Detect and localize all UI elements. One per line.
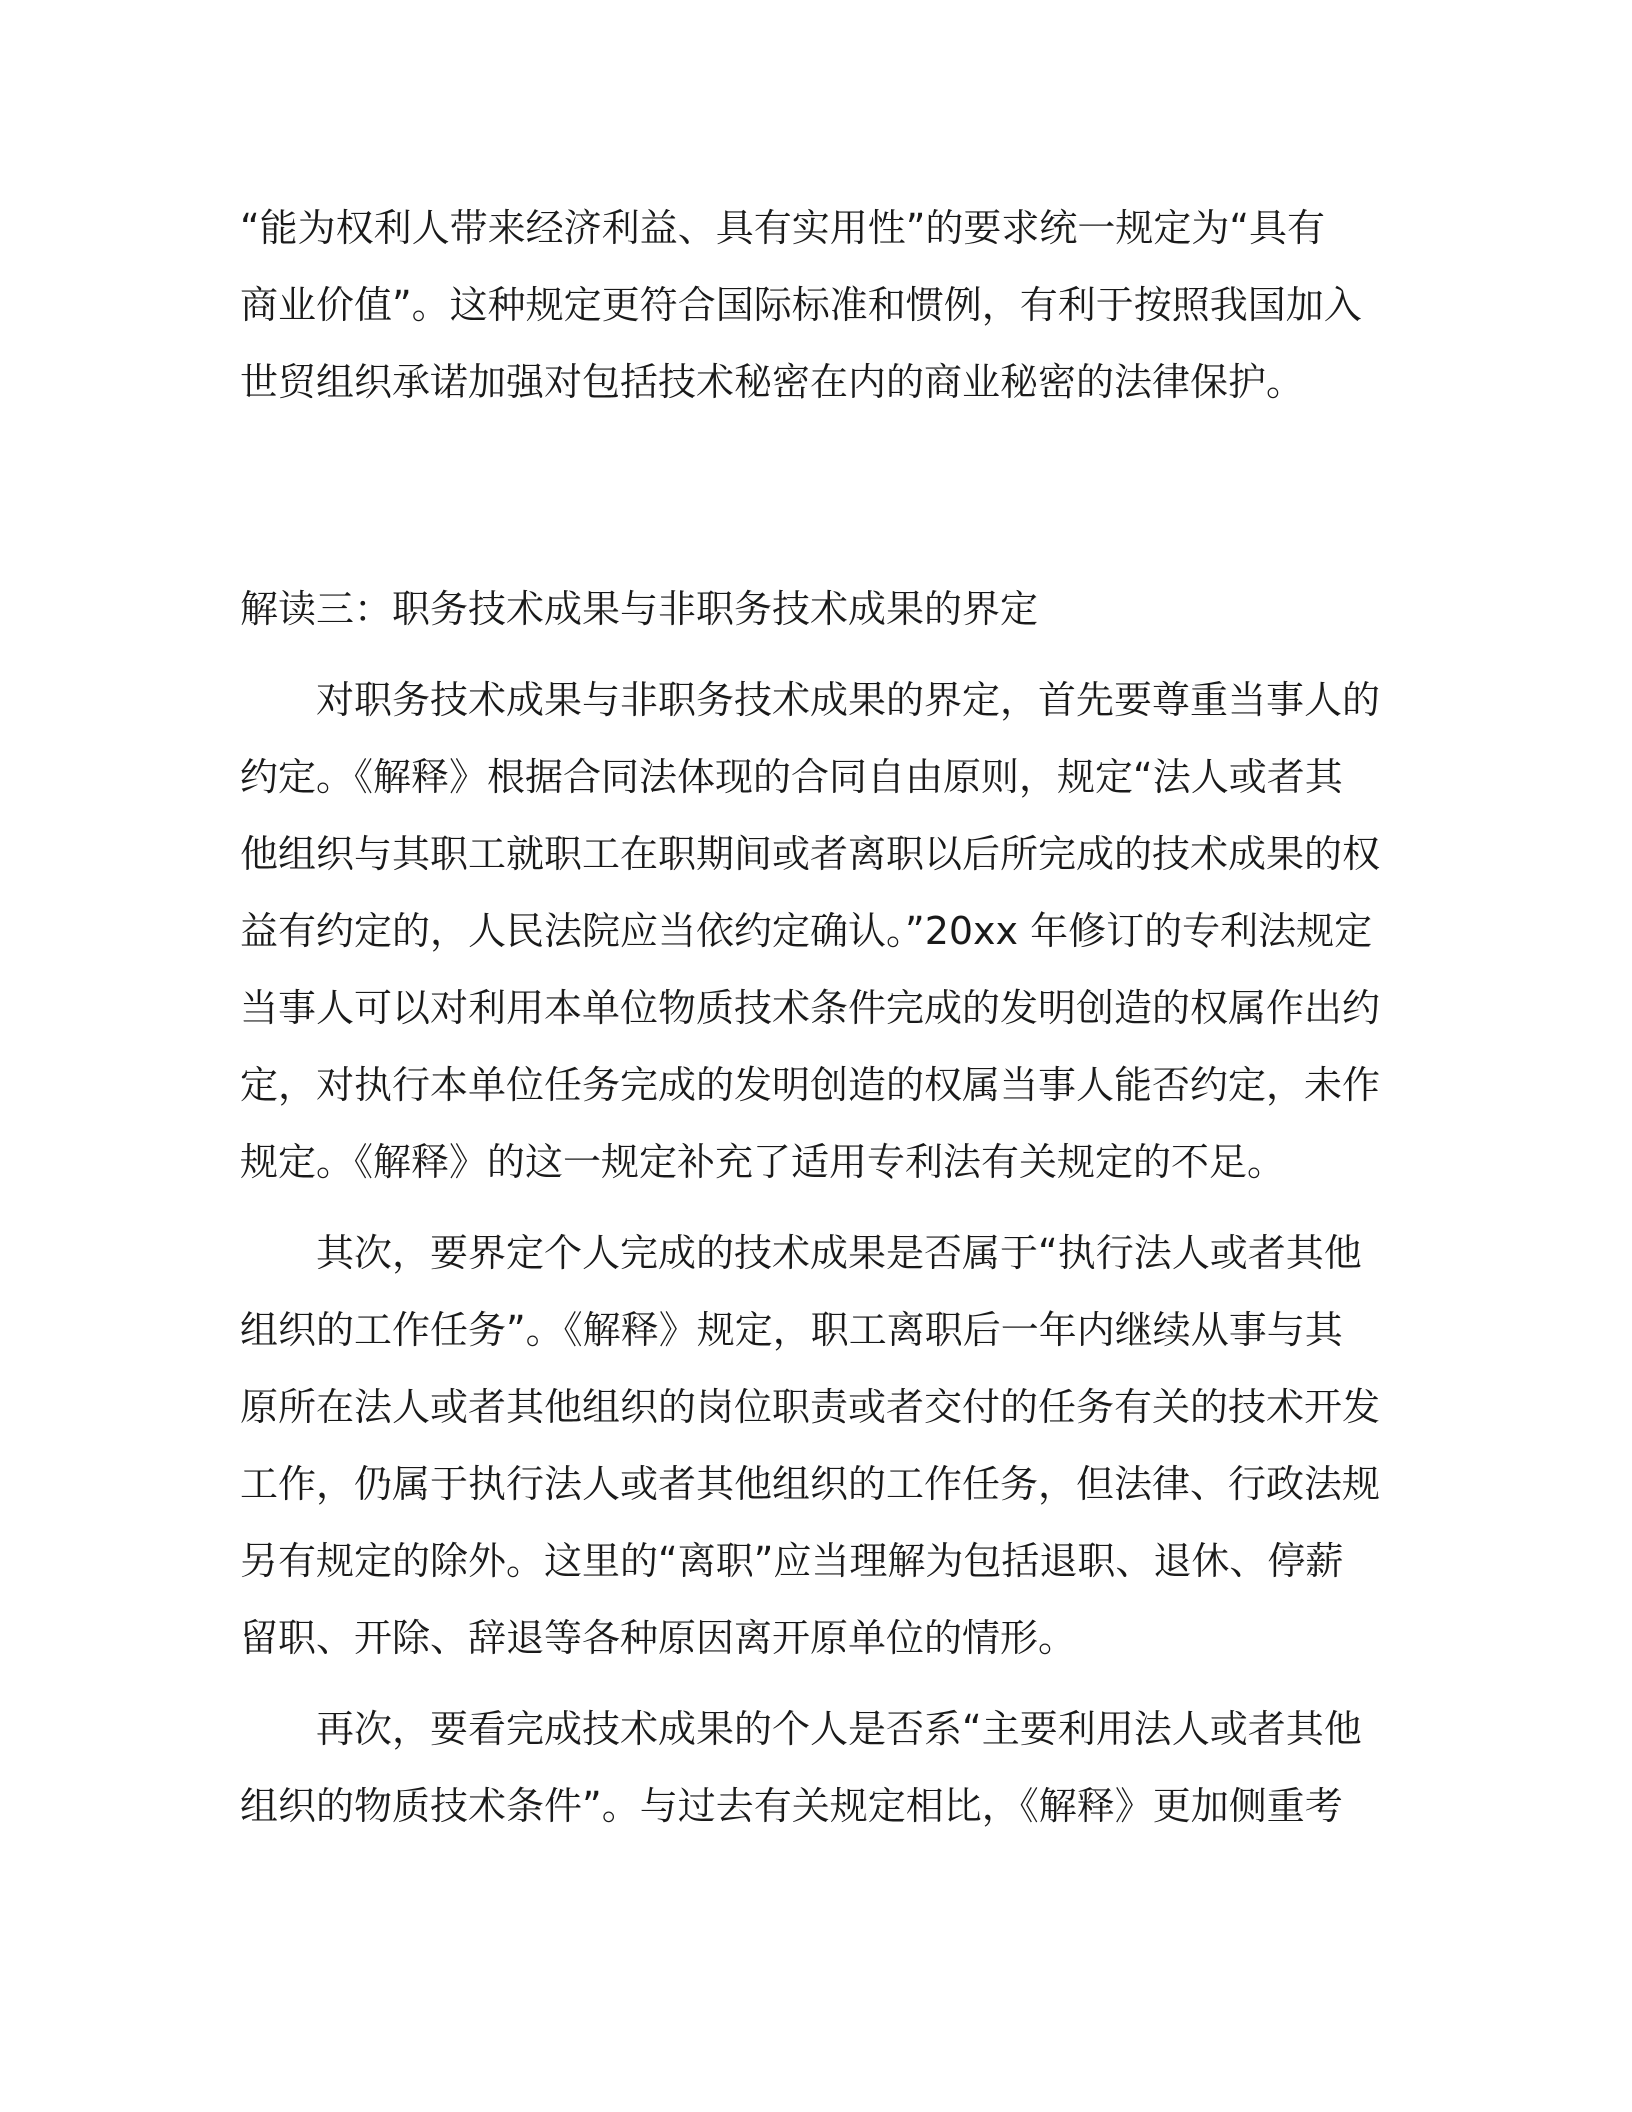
paragraph-4: [240, 1691, 1378, 1845]
paragraph-2: [240, 662, 1381, 1201]
text-line: 规定。《解释》的这一规定补充了适用专利法有关规定的不足。: [240, 1140, 1286, 1184]
text-line: 约定。《解释》根据合同法体现的合同自由原则，规定“法人或者其: [240, 755, 1343, 799]
text-line: 原所在法人或者其他组织的岗位职责或者交付的任务有关的技术开发: [240, 1385, 1381, 1429]
paragraph-3: [240, 1215, 1381, 1677]
text-line: 世贸组织承诺加强对包括技术秘密在内的商业秘密的法律保护。: [240, 360, 1305, 404]
text-line: 再次，要看完成技术成果的个人是否系“主要利用法人或者其他: [316, 1707, 1362, 1751]
text-line: 留职、开除、辞退等各种原因离开原单位的情形。: [240, 1616, 1077, 1660]
text-line: 对职务技术成果与非职务技术成果的界定，首先要尊重当事人的: [316, 678, 1381, 722]
spacer: [240, 1677, 1378, 1691]
text-line: 他组织与其职工就职工在职期间或者离职以后所完成的技术成果的权: [240, 832, 1381, 876]
text-line: 定，对执行本单位任务完成的发明创造的权属当事人能否约定，未作: [240, 1063, 1381, 1107]
text-line: 商业价值”。这种规定更符合国际标准和惯例，有利于按照我国加入: [240, 283, 1362, 327]
text-line: 当事人可以对利用本单位物质技术条件完成的发明创造的权属作出约: [240, 986, 1381, 1030]
section-heading: 解读三：职务技术成果与非职务技术成果的界定: [240, 587, 1039, 631]
text-line: 组织的物质技术条件”。与过去有关规定相比，《解释》更加侧重考: [240, 1784, 1343, 1828]
document-body: [240, 190, 1381, 1845]
text-line: 其次，要界定个人完成的技术成果是否属于“执行法人或者其他: [316, 1231, 1362, 1275]
text-line: 工作，仍属于执行法人或者其他组织的工作任务，但法律、行政法规: [240, 1462, 1381, 1506]
text-line: 组织的工作任务”。《解释》规定，职工离职后一年内继续从事与其: [240, 1308, 1343, 1352]
paragraph-1: [240, 190, 1378, 421]
text-line: 另有规定的除外。这里的“离职”应当理解为包括退职、退休、停薪: [240, 1539, 1344, 1583]
spacer: [240, 648, 1378, 662]
spacer: [240, 1201, 1378, 1215]
text-line: 益有约定的，人民法院应当依约定确认。”20xx 年修订的专利法规定: [240, 909, 1373, 953]
text-line: “能为权利人带来经济利益、具有实用性”的要求统一规定为“具有: [240, 206, 1326, 250]
spacer: [240, 421, 1378, 571]
